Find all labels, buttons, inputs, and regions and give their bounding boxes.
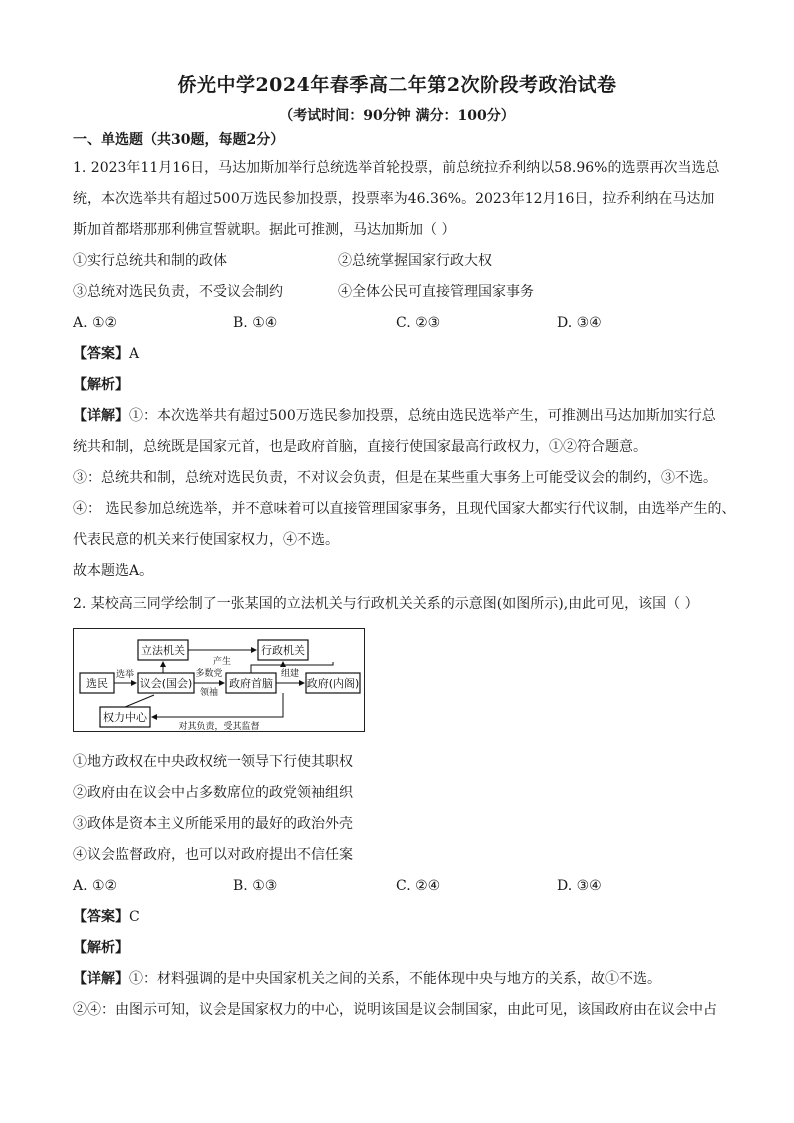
q1-stem-line: 1. 2023年11月16日，马达加斯加举行总统选举首轮投票，前总统拉乔利纳以58.96%的选票再次当选总 bbox=[73, 160, 720, 176]
voters-label: 选民 bbox=[86, 677, 108, 690]
leader-label: 领袖 bbox=[199, 688, 219, 698]
legislature-label: 立法机关 bbox=[141, 644, 185, 657]
q1-stem-line: 统，本次选举共有超过500万选民参加投票，投票率为46.36%。2023年12月16日，拉乔利纳在马达加 bbox=[73, 191, 715, 207]
q1-explanation-line: ④： 选民参加总统选举，并不意味着可以直接管理国家事务，且现代国家大都实行代议制，由选举产生的、 bbox=[73, 501, 736, 517]
accountable-label: 对其负责，受其监督 bbox=[178, 722, 260, 732]
q1-analysis-label: 【解析】 bbox=[73, 377, 129, 393]
majority-party-label: 多数党 bbox=[195, 669, 223, 679]
q2-item: ②政府由在议会中占多数席位的政党领袖组织 bbox=[73, 785, 353, 801]
q2-diagram bbox=[73, 628, 365, 732]
detail-label: 【详解】 bbox=[73, 971, 129, 987]
detail-label: 【详解】 bbox=[73, 408, 129, 424]
q1-item: ①实行总统共和制的政体 bbox=[73, 253, 227, 269]
q2-option-b: B. ①③ bbox=[233, 878, 278, 894]
q1-explanation-line: 代表民意的机关来行使国家权力，④不选。 bbox=[73, 532, 339, 548]
q2-explanation-line: ②④：由图示可知，议会是国家权力的中心，说明该国是议会制国家，由此可见，该国政府由在议会中占 bbox=[73, 1002, 717, 1018]
q2-analysis-label: 【解析】 bbox=[73, 940, 129, 956]
q1-explanation-line: ③：总统共和制，总统对选民负责，不对议会负责，但是在某些重大事务上可能受议会的制约，③不选。 bbox=[73, 470, 717, 486]
executive-label: 行政机关 bbox=[261, 644, 305, 657]
q2-option-d: D. ③④ bbox=[557, 878, 602, 894]
q1-option-a: A. ①② bbox=[73, 315, 118, 331]
section-heading: 一、单选题（共30题，每题2分） bbox=[73, 132, 285, 148]
parliament-label: 议会(国会) bbox=[139, 677, 193, 690]
relationship-diagram bbox=[74, 629, 366, 733]
q2-option-a: A. ①② bbox=[73, 878, 118, 894]
q1-explanation-line bbox=[73, 406, 716, 426]
answer-value: C bbox=[129, 909, 140, 925]
power-center-pointer bbox=[125, 695, 154, 707]
q2-option-c: C. ②④ bbox=[396, 878, 441, 894]
q1-item: ④全体公民可直接管理国家事务 bbox=[338, 284, 534, 300]
q1-option-d: D. ③④ bbox=[557, 315, 602, 331]
answer-label: 【答案】 bbox=[73, 909, 129, 925]
q2-explanation-line bbox=[73, 969, 661, 989]
exam-subtitle: （考试时间：90分钟 满分：100分） bbox=[279, 108, 515, 124]
q2-answer bbox=[73, 907, 140, 927]
q2-stem: 2. 某校高三同学绘制了一张某国的立法机关与行政机关关系的示意图(如图所示),由此可见，该国（ ） bbox=[73, 596, 699, 612]
elect-label: 选举 bbox=[115, 670, 135, 680]
q1-item: ③总统对选民负责，不受议会制约 bbox=[73, 284, 283, 300]
q1-stem-line: 斯加首都塔那那利佛宣誓就职。据此可推测，马达加斯加（ ） bbox=[73, 222, 456, 238]
exam-title: 侨光中学2024年春季高二年第2次阶段考政治试卷 bbox=[177, 74, 617, 96]
explanation-text: ①：材料强调的是中央国家机关之间的关系，不能体现中央与地方的关系，故①不选。 bbox=[129, 971, 661, 987]
q2-item: ④议会监督政府，也可以对政府提出不信任案 bbox=[73, 847, 353, 863]
q1-item: ②总统掌握国家行政大权 bbox=[338, 253, 492, 269]
q1-conclusion: 故本题选A。 bbox=[73, 563, 154, 579]
q1-option-b: B. ①④ bbox=[233, 315, 278, 331]
q1-explanation-line: 统共和制，总统既是国家元首，也是政府首脑，直接行使国家最高行政权力，①②符合题意。 bbox=[73, 439, 647, 455]
explanation-text: ①：本次选举共有超过500万选民参加投票，总统由选民选举产生，可推测出马达加斯加实行总 bbox=[129, 408, 716, 424]
q2-item: ①地方政权在中央政权统一领导下行使其职权 bbox=[73, 754, 353, 770]
cabinet-label: 政府(内阁) bbox=[306, 677, 360, 690]
q1-answer bbox=[73, 344, 139, 364]
head-of-government-label: 政府首脑 bbox=[229, 677, 273, 690]
answer-label: 【答案】 bbox=[73, 346, 129, 362]
answer-value: A bbox=[129, 346, 140, 362]
q1-option-c: C. ②③ bbox=[396, 315, 441, 331]
produce-label: 产生 bbox=[212, 657, 232, 667]
form-label: 组建 bbox=[280, 669, 300, 679]
power-center-label: 权力中心 bbox=[103, 711, 147, 724]
q2-item: ③政体是资本主义所能采用的最好的政治外壳 bbox=[73, 816, 353, 832]
